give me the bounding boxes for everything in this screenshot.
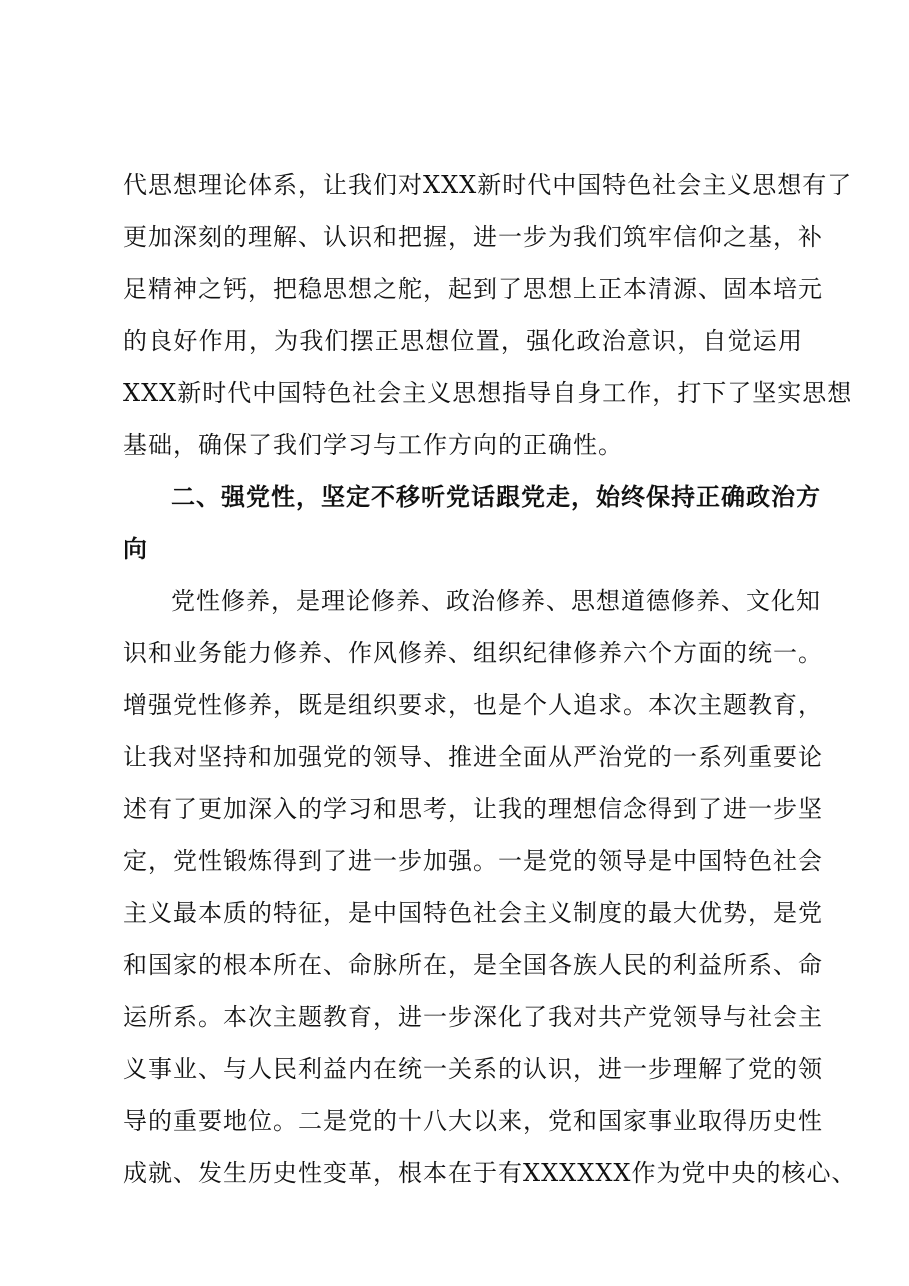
paragraph-line: 主义最本质的特征，是中国特色社会主义制度的最大优势，是党 <box>123 899 823 927</box>
paragraph-line: 义事业、与人民利益内在统一关系的认识，进一步理解了党的领 <box>123 1055 823 1083</box>
paragraph-line: 的良好作用，为我们摆正思想位置，强化政治意识，自觉运用 <box>123 327 803 355</box>
paragraph-line-last: 基础，确保了我们学习与工作方向的正确性。 <box>123 431 623 459</box>
paragraph-line: 识和业务能力修养、作风修养、组织纪律修养六个方面的统一。 <box>123 639 823 667</box>
paragraph-line: 更加深刻的理解、认识和把握，进一步为我们筑牢信仰之基，补 <box>123 223 823 251</box>
paragraph-line: 和国家的根本所在、命脉所在，是全国各族人民的利益所系、命 <box>123 951 823 979</box>
paragraph-line: 导的重要地位。二是党的十八大以来，党和国家事业取得历史性 <box>123 1107 823 1135</box>
paragraph-line: 运所系。本次主题教育，进一步深化了我对共产党领导与社会主 <box>123 1003 823 1031</box>
paragraph-line: 成就、发生历史性变革，根本在于有XXXXXX作为党中央的核心、 <box>123 1159 857 1187</box>
paragraph-line: 足精神之钙，把稳思想之舵，起到了思想上正本清源、固本培元 <box>123 275 823 303</box>
section-heading-line-last: 向 <box>123 535 148 563</box>
paragraph-line: 增强党性修养，既是组织要求，也是个人追求。本次主题教育， <box>123 691 823 719</box>
paragraph-line: 定，党性锻炼得到了进一步加强。一是党的领导是中国特色社会 <box>123 847 823 875</box>
paragraph-line: 代思想理论体系，让我们对XXX新时代中国特色社会主义思想有了 <box>123 171 853 199</box>
paragraph-first-line: 党性修养，是理论修养、政治修养、思想道德修养、文化知 <box>171 587 821 615</box>
paragraph-line: 让我对坚持和加强党的领导、推进全面从严治党的一系列重要论 <box>123 743 823 771</box>
paragraph-line: XXX新时代中国特色社会主义思想指导自身工作，打下了坚实思想 <box>123 379 853 407</box>
section-heading-line: 二、强党性，坚定不移听党话跟党走，始终保持正确政治方 <box>171 483 821 511</box>
paragraph-line: 述有了更加深入的学习和思考，让我的理想信念得到了进一步坚 <box>123 795 823 823</box>
